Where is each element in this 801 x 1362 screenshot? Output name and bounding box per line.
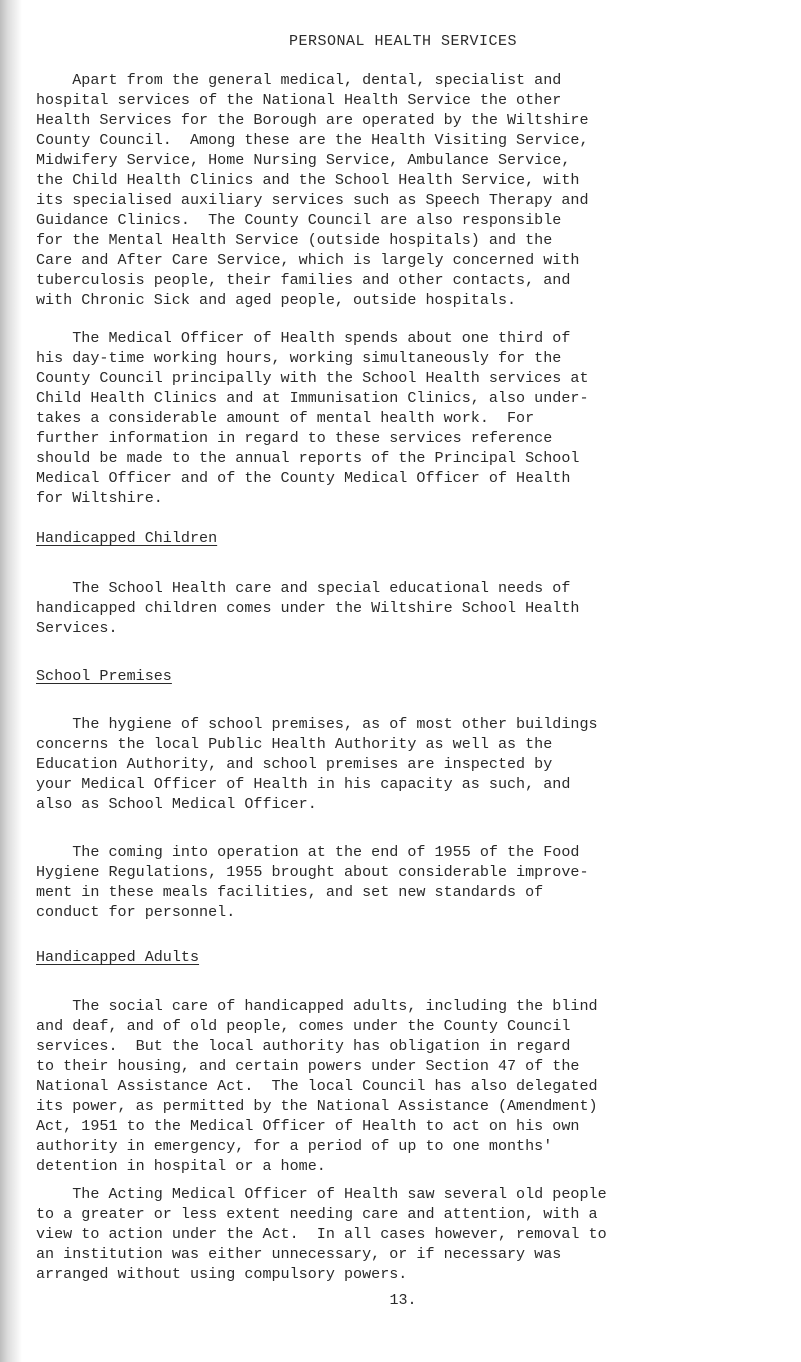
text-line: County Council. Among these are the Health Visiting Service, [36,131,589,149]
text-line: ment in these meals facilities, and set new standards of [36,883,544,901]
text-line: Medical Officer and of the County Medical Officer of Health [36,469,571,487]
text-line: Services. [36,619,118,637]
text-line: your Medical Officer of Health in his capacity as such, and [36,775,571,793]
page-title: PERSONAL HEALTH SERVICES [288,33,518,50]
paragraph-intro [36,70,770,310]
text-line: an institution was either unnecessary, or if necessary was [36,1245,562,1263]
text-line: Care and After Care Service, which is largely concerned with [36,251,580,269]
text-line: The Medical Officer of Health spends about one third of [36,329,571,347]
text-line: its specialised auxiliary services such as Speech Therapy and [36,191,589,209]
text-line: for Wiltshire. [36,489,163,507]
text-line: its power, as permitted by the National Assistance (Amendment) [36,1097,598,1115]
text-line: Child Health Clinics and at Immunisation Clinics, also under- [36,389,589,407]
text-line: The hygiene of school premises, as of most other buildings [36,715,598,733]
text-line: to their housing, and certain powers under Section 47 of the [36,1057,580,1075]
text-line: The social care of handicapped adults, including the blind [36,997,598,1015]
heading-handicapped-children: Handicapped Children [36,529,218,547]
text-line: The Acting Medical Officer of Health saw several old people [36,1185,607,1203]
paragraph-school-premises [36,714,770,814]
text-line: with Chronic Sick and aged people, outside hospitals. [36,291,517,309]
heading-school-premises: School Premises [36,667,172,685]
paragraph-handicapped-children [36,578,770,638]
text-line: The School Health care and special educational needs of [36,579,571,597]
page-number: 13. [389,1292,417,1309]
text-line: takes a considerable amount of mental health work. For [36,409,535,427]
text-line: Hygiene Regulations, 1955 brought about considerable improve- [36,863,589,881]
text-line: concerns the local Public Health Authority as well as the [36,735,553,753]
text-line: County Council principally with the School Health services at [36,369,589,387]
text-line: to a greater or less extent needing care and attention, with a [36,1205,598,1223]
text-line: hospital services of the National Health Service the other [36,91,562,109]
text-line: and deaf, and of old people, comes under the County Council [36,1017,571,1035]
text-line: conduct for personnel. [36,903,236,921]
text-line: National Assistance Act. The local Council has also delegated [36,1077,598,1095]
text-line: Act, 1951 to the Medical Officer of Health to act on his own [36,1117,580,1135]
text-line: Education Authority, and school premises are inspected by [36,755,553,773]
text-line: Guidance Clinics. The County Council are also responsible [36,211,562,229]
paragraph-medical-officer [36,328,770,508]
text-line: view to action under the Act. In all cases however, removal to [36,1225,607,1243]
text-line: Apart from the general medical, dental, specialist and [36,71,562,89]
text-line: tuberculosis people, their families and other contacts, and [36,271,571,289]
text-line: the Child Health Clinics and the School Health Service, with [36,171,580,189]
text-line: services. But the local authority has obligation in regard [36,1037,571,1055]
text-line: for the Mental Health Service (outside hospitals) and the [36,231,553,249]
text-line: further information in regard to these services reference [36,429,553,447]
text-line: Midwifery Service, Home Nursing Service, Ambulance Service, [36,151,571,169]
page-edge-shadow [0,0,22,1362]
text-line: Health Services for the Borough are operated by the Wiltshire [36,111,589,129]
paragraph-food-hygiene [36,842,770,922]
text-line: should be made to the annual reports of the Principal School [36,449,580,467]
paragraph-handicapped-adults [36,996,770,1176]
paragraph-acting-mo [36,1184,770,1284]
text-line: The coming into operation at the end of 1955 of the Food [36,843,580,861]
text-line: also as School Medical Officer. [36,795,317,813]
text-line: arranged without using compulsory powers. [36,1265,408,1283]
text-line: his day-time working hours, working simultaneously for the [36,349,562,367]
document-page [36,0,776,1362]
heading-handicapped-adults: Handicapped Adults [36,948,200,966]
text-line: authority in emergency, for a period of up to one months' [36,1137,553,1155]
text-line: handicapped children comes under the Wiltshire School Health [36,599,580,617]
text-line: detention in hospital or a home. [36,1157,326,1175]
